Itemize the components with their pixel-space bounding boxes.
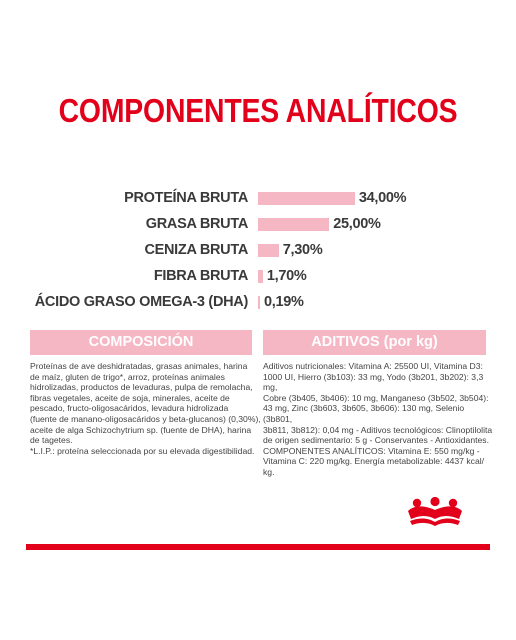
- aditivos-text: [263, 361, 495, 478]
- royal-canin-crown-icon: [404, 497, 466, 531]
- composicion-heading: COMPOSICIÓN: [30, 330, 252, 355]
- text-line: *L.I.P.: proteína seleccionada por su elevada digestibilidad.: [30, 445, 255, 456]
- text-line: Cobre (3b405, 3b406): 10 mg, Manganeso (3b502, 3b504):: [263, 392, 489, 403]
- chart-value-label: 25,00%: [333, 216, 381, 232]
- text-line: Proteínas de ave deshidratadas, grasas animales, harina: [30, 361, 248, 371]
- page-title: COMPONENTES ANALÍTICOS: [58, 92, 458, 129]
- text-line: de maíz, gluten de trigo*, arroz, proteínas animales: [30, 371, 225, 382]
- text-line: Vitamina C: 220 mg/kg. Energía metabolizable: 4437 kcal/: [263, 456, 485, 467]
- text-line: 43 mg, Zinc (3b603, 3b605, 3b606): 130 mg, Selenio (3b801,: [263, 403, 465, 424]
- text-line: de tagetes.: [30, 435, 73, 446]
- chart-bar: [258, 218, 329, 231]
- chart-value-label: 0,19%: [264, 294, 304, 310]
- text-line: Aditivos nutricionales: Vitamina A: 25500 UI, Vitamina D3:: [263, 361, 483, 371]
- text-line: fibras vegetales, aceite de soja, minerales, aceite de: [30, 392, 230, 403]
- chart-bar: [258, 192, 355, 205]
- chart-bar: [258, 270, 263, 283]
- chart-row: [0, 264, 516, 290]
- text-line: pescado, fructo-oligosacáridos, levadura hidrolizada: [30, 403, 229, 414]
- chart-category-label: FIBRA BRUTA: [153, 268, 248, 284]
- text-line: kg.: [263, 466, 275, 477]
- chart-row: [0, 212, 516, 238]
- footer-red-line: [26, 544, 490, 550]
- text-line: 3b811, 3b812): 0,04 mg - Aditivos tecnológicos: Clinoptilolita: [263, 424, 493, 435]
- text-line: 1000 UI, Hierro (3b103): 33 mg, Yodo (3b201, 3b202): 3,3 mg,: [263, 371, 484, 393]
- text-line: (fuente de manano-oligosacáridos y beta-glucanos) (0,30%),: [30, 413, 261, 424]
- chart-bar: [258, 244, 279, 257]
- chart-category-label: CENIZA BRUTA: [144, 242, 248, 258]
- aditivos-heading: ADITIVOS (por kg): [263, 330, 486, 355]
- chart-row: [0, 238, 516, 264]
- text-line: aceite de alga Schizochytrium sp. (fuente de DHA), harina: [30, 424, 252, 435]
- chart-value-label: 7,30%: [282, 242, 323, 258]
- chart-value-label: 1,70%: [266, 268, 307, 284]
- composicion-text: [30, 361, 262, 456]
- chart-value-label: 34,00%: [358, 190, 407, 206]
- text-line: de origen sedimentario: 5 g - Conservantes - Antioxidantes.: [263, 435, 489, 446]
- text-line: COMPONENTES ANALÍTICOS: Vitamina E: 550 mg/kg -: [263, 445, 480, 456]
- chart-row: [0, 186, 516, 212]
- chart-category-label: ÁCIDO GRASO OMEGA-3 (DHA): [34, 294, 248, 310]
- text-line: hidrolizadas, productos de levaduras, pulpa de remolacha,: [30, 382, 253, 393]
- chart-row: [0, 290, 516, 316]
- chart-category-label: GRASA BRUTA: [145, 216, 248, 232]
- chart-bar: [258, 296, 260, 309]
- chart-category-label: PROTEÍNA BRUTA: [124, 190, 248, 206]
